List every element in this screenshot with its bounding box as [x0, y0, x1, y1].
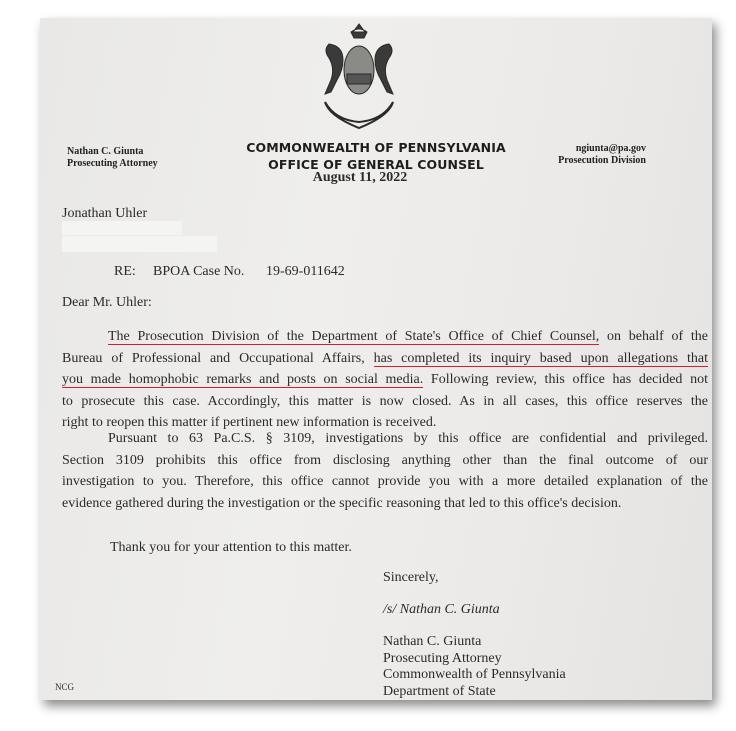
text-segment: Bureau of Professional and Occupational Affairs, [62, 350, 374, 366]
paragraph-line [62, 351, 708, 367]
underlined-text: The Prosecution Division of the Department of State's Office of Chief Counsel, [108, 329, 600, 344]
signature-block [383, 634, 566, 700]
initials: NCG [55, 682, 75, 692]
text-segment: evidence gathered during the investigation or the specific reasoning that led to this office's decision. [62, 495, 622, 511]
letter-page [40, 18, 712, 700]
signoff: Sincerely, [383, 570, 439, 585]
re-label: RE: [114, 264, 136, 279]
signature: /s/ Nathan C. Giunta [383, 602, 500, 617]
contact-block [558, 143, 646, 167]
letter-date: August 11, 2022 [312, 170, 408, 185]
signer-organization: Commonwealth of Pennsylvania [383, 667, 566, 682]
text-segment: Pursuant to 63 Pa.C.S. § 3109, investigations by this office are confidential and privileged. [108, 431, 708, 446]
paragraph-line [62, 394, 708, 410]
contact-division: Prosecution Division [558, 155, 646, 166]
sender-title: Prosecuting Attorney [67, 158, 158, 169]
text-segment: Section 3109 prohibits this office from disclosing anything other than the final outcome of our [62, 452, 708, 468]
underlined-text: you made homophobic remarks and posts on social media. [62, 372, 424, 387]
text-segment: on behalf of the [599, 329, 708, 344]
letterhead-title: COMMONWEALTH OF PENNSYLVANIA [246, 140, 506, 155]
paragraph-line [62, 415, 708, 431]
letterhead-subtitle: OFFICE OF GENERAL COUNSEL [268, 157, 484, 172]
text-segment: right to reopen this matter if pertinent new information is received. [62, 415, 437, 430]
paragraph-line [62, 474, 708, 490]
signer-name: Nathan C. Giunta [383, 634, 482, 649]
sender-name: Nathan C. Giunta [67, 146, 144, 157]
paragraph-line [62, 496, 708, 512]
text-segment: investigation to you. Therefore, this office cannot provide you with a more detailed explanation of the [62, 474, 708, 489]
salutation: Dear Mr. Uhler: [62, 295, 152, 310]
pennsylvania-seal-icon [315, 22, 403, 132]
case-number: 19-69-011642 [266, 264, 345, 279]
paragraph-line [108, 329, 708, 345]
paragraph-line [62, 453, 708, 469]
redacted-address [62, 236, 217, 252]
sender-block [67, 146, 158, 170]
paragraph-line [108, 431, 708, 447]
signer-department: Department of State [383, 683, 496, 699]
paragraph-line [62, 372, 708, 388]
underlined-text: has completed its inquiry based upon allegations that [373, 350, 708, 366]
case-label: BPOA Case No. [153, 264, 245, 279]
text-segment: to prosecute this case. Accordingly, this matter is now closed. As in all cases, this office reserves the [62, 393, 708, 409]
contact-email: ngiunta@pa.gov [575, 143, 646, 154]
recipient-name: Jonathan Uhler [62, 206, 148, 221]
text-segment: Following review, this office has decided not [423, 372, 708, 387]
signer-title: Prosecuting Attorney [383, 650, 502, 666]
closing-line: Thank you for your attention to this matter. [110, 540, 352, 555]
redacted-address [62, 221, 182, 235]
